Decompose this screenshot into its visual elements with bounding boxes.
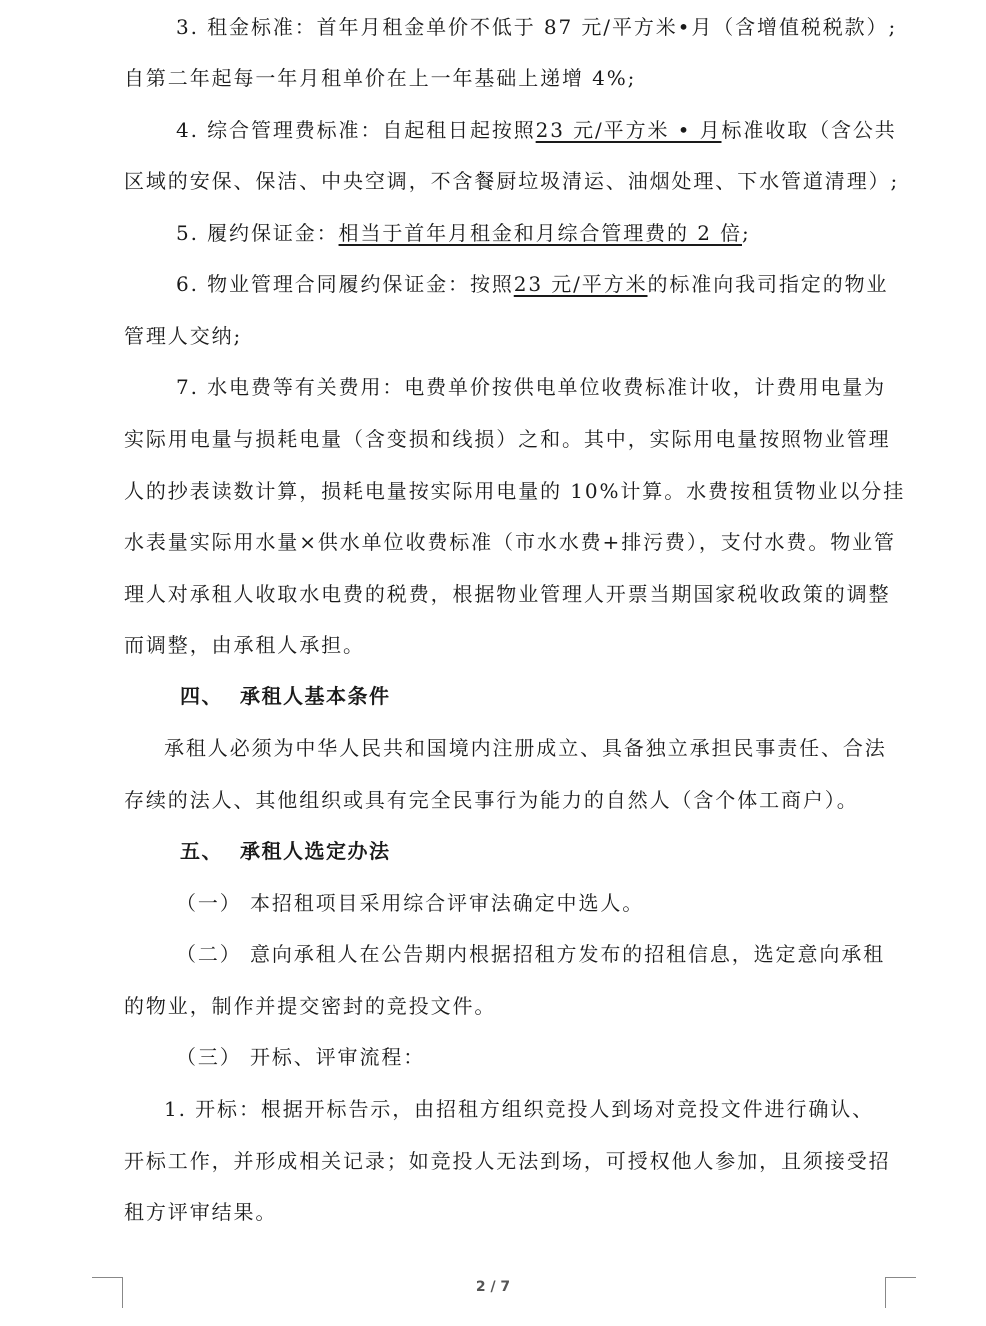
section-5-title: 承租人选定办法 (240, 839, 391, 863)
rent-standard-line-1: 3. 租金标准：首年月租金单价不低于 87 元/平方米•月（含增值税税款）; (176, 15, 898, 39)
rent-standard-line-2: 自第二年起每一年月租单价在上一年基础上递增 4%; (124, 66, 637, 90)
utilities-line-5: 理人对承租人收取水电费的税费，根据物业管理人开票当期国家税收政策的调整 (124, 582, 891, 606)
property-bond-prefix: 6. 物业管理合同履约保证金：按照 (176, 272, 514, 296)
utilities-line-2: 实际用电量与损耗电量（含变损和线损）之和。其中，实际用电量按照物业管理 (124, 427, 891, 451)
section-5-item-3: （三） 开标、评审流程： (176, 1045, 426, 1069)
property-bond-line-2: 管理人交纳; (124, 324, 243, 348)
performance-bond-amount: 相当于首年月租金和月综合管理费的 2 倍 (338, 221, 742, 245)
section-5-heading (180, 838, 391, 864)
section-4-title: 承租人基本条件 (240, 684, 391, 708)
utilities-line-6: 而调整，由承租人承担。 (124, 633, 365, 657)
section-4-line-2: 存续的法人、其他组织或具有完全民事行为能力的自然人（含个体工商户）。 (124, 788, 859, 812)
utilities-line-1: 7. 水电费等有关费用：电费单价按供电单位收费标准计收，计费用电量为 (176, 375, 887, 399)
opening-line-1: 1. 开标：根据开标告示，由招租方组织竞投人到场对竞投文件进行确认、 (164, 1097, 875, 1121)
section-4-number: 四、 (180, 684, 223, 708)
management-fee-rate: 23 元/平方米 • 月 (535, 118, 722, 142)
property-bond-rate: 23 元/平方米 (513, 272, 648, 296)
opening-line-2: 开标工作，并形成相关记录；如竞投人无法到场，可授权他人参加，且须接受招 (124, 1149, 891, 1173)
property-bond-line-1 (176, 271, 888, 297)
management-fee-prefix: 4. 综合管理费标准：自起租日起按照 (176, 118, 536, 142)
section-5-item-2-line-2: 的物业，制作并提交密封的竞投文件。 (124, 994, 497, 1018)
management-fee-line-1 (176, 117, 897, 143)
performance-bond-line (176, 220, 751, 246)
section-5-item-1: （一） 本招租项目采用综合评审法确定中选人。 (176, 891, 645, 915)
section-5-item-2-line-1: （二） 意向承租人在公告期内根据招租方发布的招租信息，选定意向承租 (176, 942, 886, 966)
performance-bond-prefix: 5. 履约保证金： (176, 221, 339, 245)
section-4-line-1: 承租人必须为中华人民共和国境内注册成立、具备独立承担民事责任、合法 (164, 736, 887, 760)
utilities-line-3: 人的抄表读数计算，损耗电量按实际用电量的 10%计算。水费按租赁物业以分挂 (124, 479, 906, 503)
page-number: 2 / 7 (475, 1279, 511, 1295)
opening-line-3: 租方评审结果。 (124, 1200, 278, 1224)
management-fee-suffix: 标准收取（含公共 (721, 118, 897, 142)
performance-bond-suffix: ; (742, 221, 751, 245)
management-fee-line-2: 区域的安保、保洁、中央空调，不含餐厨垃圾清运、油烟处理、下水管道清理）; (124, 169, 900, 193)
section-5-number: 五、 (180, 839, 223, 863)
section-4-heading (180, 683, 391, 709)
property-bond-suffix: 的标准向我司指定的物业 (647, 272, 889, 296)
utilities-line-4: 水表量实际用水量×供水单位收费标准（市水水费+排污费），支付水费。物业管 (124, 530, 896, 554)
